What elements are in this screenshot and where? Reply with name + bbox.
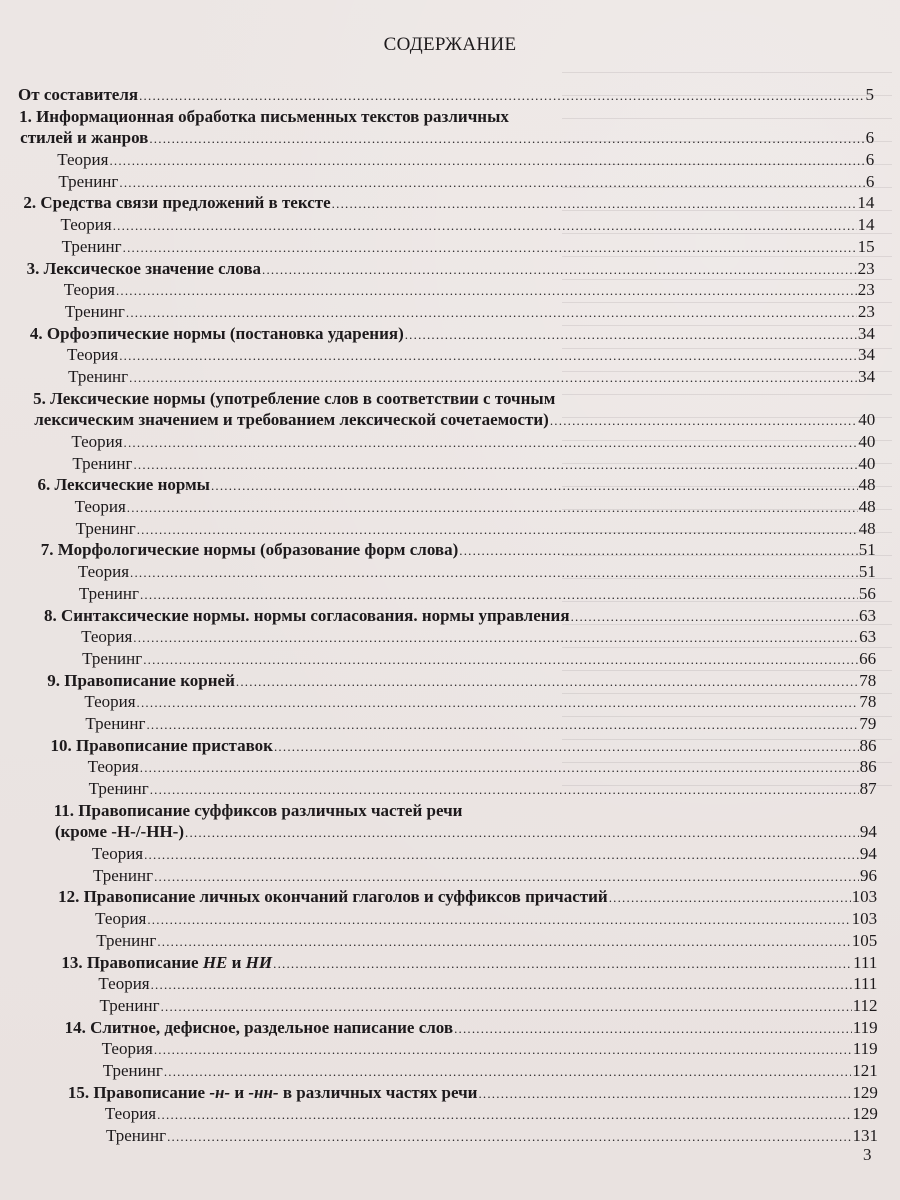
toc-entry-label: Теория — [104, 1104, 157, 1124]
dot-leader — [550, 410, 857, 432]
dot-leader — [109, 150, 864, 172]
toc-entry-label: Теория — [101, 1039, 153, 1059]
toc-chapter-entry — [0, 388, 900, 410]
toc-page-number: 121 — [852, 1060, 878, 1080]
italic-term: НЕ — [202, 952, 228, 972]
toc-page-number: 48 — [858, 518, 876, 538]
dot-leader — [140, 584, 858, 606]
toc-entry-label: (кроме -Н-/-НН-) — [54, 822, 184, 842]
toc-subsection-entry — [0, 518, 900, 540]
toc-entry-label: стилей и жанров — [20, 128, 149, 148]
toc-subsection-entry — [0, 908, 900, 930]
toc-entry-label: 3. Лексическое значение слова — [26, 258, 262, 278]
toc-subsection-entry — [0, 713, 900, 735]
dot-leader — [146, 714, 858, 736]
toc-entry-label: 5. Лексические нормы (употребление слов в соответствии с точным — [33, 388, 556, 408]
toc-page-number: 5 — [865, 85, 874, 104]
toc-page-number: 6 — [865, 150, 875, 170]
italic-term: -н- — [209, 1082, 231, 1102]
dot-leader — [129, 367, 857, 389]
toc-page-number: 78 — [859, 670, 877, 690]
toc-entry-label: Тренинг — [82, 648, 143, 668]
toc-page-number: 66 — [859, 648, 877, 668]
dot-leader — [332, 193, 857, 215]
toc-entry-label: От составителя — [18, 85, 139, 104]
toc-subsection-entry — [0, 561, 900, 583]
dot-leader — [151, 974, 853, 996]
toc-entry-label — [68, 1082, 478, 1104]
dot-leader — [124, 432, 858, 454]
toc-page-number: 23 — [857, 301, 875, 321]
toc-subsection-entry — [0, 995, 900, 1017]
toc-entry-label: 7. Морфологические нормы (образование форм слова) — [40, 540, 459, 560]
toc-page-number: 105 — [851, 930, 878, 950]
toc-page-number: 63 — [859, 627, 877, 647]
toc-entry-label: Теория — [63, 280, 115, 300]
dot-leader — [454, 1018, 852, 1040]
toc-page-number: 96 — [860, 865, 877, 885]
toc-entry-label: 2. Средства связи предложений в тексте — [23, 193, 331, 213]
label-part: и — [230, 1082, 249, 1102]
toc-page-number: 119 — [852, 1017, 878, 1037]
toc-chapter-entry — [0, 539, 900, 561]
toc-page-number: 40 — [858, 453, 876, 473]
toc-subsection-entry — [0, 301, 900, 323]
dot-leader — [405, 324, 857, 346]
toc-chapter-entry — [0, 409, 900, 431]
toc-subsection-entry — [0, 973, 900, 995]
toc-chapter-entry — [0, 127, 900, 149]
toc-entry-label: Тренинг — [85, 713, 146, 733]
toc-page-number: 51 — [858, 562, 876, 582]
toc-entry-label: Теория — [91, 844, 144, 864]
dot-leader — [274, 736, 859, 758]
dot-leader — [211, 475, 858, 497]
dot-leader — [144, 844, 859, 866]
dot-leader — [147, 909, 850, 931]
label-part: 13. Правописание — [61, 952, 203, 972]
toc-page-number: 14 — [857, 193, 875, 213]
toc-entry-label: 14. Слитное, дефисное, раздельное написание слов — [64, 1017, 454, 1037]
toc-entry-label: Тренинг — [75, 518, 136, 538]
toc-subsection-entry — [0, 1060, 900, 1082]
toc-chapter-entry — [0, 886, 900, 908]
toc-subsection-entry — [0, 279, 900, 301]
dot-leader — [157, 931, 850, 953]
toc-entry-label: Теория — [60, 215, 112, 235]
dot-leader — [459, 540, 857, 562]
toc-entry-label: Тренинг — [93, 865, 154, 885]
toc-subsection-entry — [0, 691, 900, 713]
toc-entry-label: Теория — [95, 909, 147, 929]
toc-entry-label: лексическим значением и требованием лексической сочетаемости) — [34, 410, 549, 430]
toc-chapter-entry — [0, 84, 900, 106]
toc-page-number: 131 — [852, 1126, 878, 1145]
dot-leader — [154, 1039, 852, 1061]
toc-entry-label: Тренинг — [78, 583, 139, 603]
toc-entry-label: 8. Синтаксические нормы. нормы согласования. нормы управления — [44, 605, 570, 625]
toc-page-number: 63 — [859, 605, 876, 625]
page-title: СОДЕРЖАНИЕ — [383, 34, 517, 55]
dot-leader — [140, 757, 859, 779]
toc-page-number: 79 — [859, 713, 877, 733]
dot-leader — [143, 649, 858, 671]
toc-chapter-entry — [0, 1082, 900, 1104]
toc-subsection-entry — [0, 496, 900, 518]
dot-leader — [154, 866, 859, 888]
toc-entry-label: 6. Лексические нормы — [37, 475, 210, 495]
dot-leader — [139, 85, 864, 107]
toc-entry-label: Тренинг — [106, 1126, 167, 1145]
toc-page-number: 129 — [852, 1104, 878, 1124]
toc-entry-label: Тренинг — [61, 236, 122, 256]
toc-page-number: 15 — [857, 236, 875, 256]
dot-leader — [609, 887, 851, 909]
toc-page-number: 78 — [859, 692, 877, 712]
toc-entry-label: Теория — [84, 692, 136, 712]
toc-entry-label: Тренинг — [64, 301, 125, 321]
dot-leader — [273, 953, 852, 975]
dot-leader — [236, 671, 858, 693]
toc-entry-label: 9. Правописание корней — [47, 670, 235, 690]
toc-chapter-entry — [0, 821, 900, 843]
dot-leader — [571, 606, 858, 628]
toc-subsection-entry — [0, 648, 900, 670]
dot-leader — [137, 692, 859, 714]
toc-entry-label: Тренинг — [102, 1060, 163, 1080]
label-part: и — [227, 952, 246, 972]
toc-entry-label: Теория — [74, 497, 126, 517]
toc-subsection-entry — [0, 583, 900, 605]
dot-leader — [149, 128, 864, 150]
toc-entry-label: Теория — [81, 627, 133, 647]
dot-leader — [116, 280, 857, 302]
toc-page-number: 34 — [858, 366, 876, 386]
toc-page-number: 86 — [859, 735, 877, 755]
toc-subsection-entry — [0, 778, 900, 800]
toc-page-number: 103 — [851, 887, 878, 907]
toc-subsection-entry — [0, 236, 900, 258]
toc-page-number: 34 — [857, 323, 875, 343]
dot-leader — [167, 1126, 851, 1148]
toc-subsection-entry — [0, 930, 900, 952]
dot-leader — [150, 779, 859, 801]
toc-entry-label: Тренинг — [68, 366, 129, 386]
toc-page-number: 103 — [851, 909, 878, 929]
toc-entry-label: Теория — [87, 757, 139, 777]
dot-leader — [478, 1083, 851, 1105]
dot-leader — [185, 822, 859, 844]
toc-chapter-entry — [0, 258, 900, 280]
toc-subsection-entry — [0, 626, 900, 648]
toc-entry-label: Тренинг — [58, 171, 119, 191]
toc-subsection-entry — [0, 453, 900, 475]
toc-page-number: 111 — [853, 952, 878, 972]
dot-leader — [133, 454, 857, 476]
toc-entry-label: Теория — [71, 432, 123, 451]
toc-subsection-entry — [0, 756, 900, 778]
toc-page-number: 56 — [858, 583, 876, 603]
dot-leader — [127, 497, 858, 519]
table-of-contents — [0, 84, 900, 1147]
toc-subsection-entry — [0, 1038, 900, 1060]
dot-leader — [262, 259, 857, 281]
toc-chapter-entry — [0, 605, 900, 627]
toc-page-number: 34 — [858, 345, 875, 365]
dot-leader — [123, 237, 857, 259]
toc-page-number: 94 — [859, 822, 877, 842]
toc-page-number: 129 — [852, 1082, 878, 1102]
toc-page-number: 40 — [858, 410, 876, 430]
dot-leader — [119, 345, 857, 367]
dot-leader — [130, 562, 858, 584]
toc-chapter-entry — [0, 670, 900, 692]
toc-page-number: 6 — [865, 128, 875, 148]
toc-subsection-entry — [0, 1125, 900, 1147]
toc-subsection-entry — [0, 344, 900, 366]
dot-leader — [113, 215, 857, 237]
toc-entry-label: Теория — [67, 345, 119, 365]
toc-subsection-entry — [0, 1103, 900, 1125]
dot-leader — [126, 302, 857, 324]
dot-leader — [133, 627, 858, 649]
italic-term: -нн- — [248, 1082, 279, 1102]
toc-entry-label: 4. Орфоэпические нормы (постановка ударения) — [29, 323, 404, 343]
toc-entry-label: Тренинг — [96, 930, 157, 950]
toc-page-number: 14 — [857, 215, 875, 235]
toc-page-number: 86 — [859, 757, 877, 777]
toc-entry-label: 1. Информационная обработка письменных текстов различных — [19, 106, 509, 126]
toc-chapter-entry — [0, 474, 900, 496]
toc-subsection-entry — [0, 431, 900, 453]
toc-entry-label: 10. Правописание приставок — [50, 735, 273, 755]
toc-chapter-entry — [0, 1017, 900, 1039]
toc-page-number: 112 — [852, 995, 878, 1015]
toc-page-number: 111 — [853, 974, 878, 994]
page-number: 3 — [863, 1145, 872, 1164]
toc-entry-label: Тренинг — [99, 995, 160, 1015]
toc-entry-label — [61, 952, 272, 974]
toc-subsection-entry — [0, 366, 900, 388]
toc-subsection-entry — [0, 149, 900, 171]
toc-page-number: 94 — [859, 844, 877, 864]
toc-page-number: 87 — [859, 779, 877, 798]
toc-page-number: 23 — [857, 280, 875, 300]
toc-page-number: 51 — [858, 540, 876, 560]
toc-page-number: 48 — [858, 475, 876, 495]
toc-chapter-entry — [0, 952, 900, 974]
toc-page-number: 23 — [857, 258, 875, 278]
toc-page-number: 48 — [858, 497, 876, 517]
toc-entry-label: 12. Правописание личных окончаний глаголов и суффиксов причастий — [58, 887, 608, 907]
toc-chapter-entry — [0, 800, 900, 822]
toc-chapter-entry — [0, 106, 900, 128]
toc-subsection-entry — [0, 171, 900, 193]
toc-page-number: 40 — [858, 432, 876, 451]
label-part: в различных частях речи — [278, 1082, 478, 1102]
toc-entry-label: Тренинг — [72, 453, 133, 473]
toc-page-number: 6 — [865, 171, 875, 191]
toc-subsection-entry — [0, 865, 900, 887]
toc-entry-label: Теория — [57, 150, 109, 170]
label-part: 15. Правописание — [67, 1082, 210, 1102]
toc-chapter-entry — [0, 323, 900, 345]
toc-entry-label: Теория — [77, 562, 130, 582]
toc-chapter-entry — [0, 192, 900, 214]
toc-entry-label: 11. Правописание суффиксов различных частей речи — [53, 800, 463, 820]
dot-leader — [161, 996, 852, 1018]
toc-page-number: 119 — [852, 1039, 878, 1059]
dot-leader — [157, 1104, 851, 1126]
italic-term: НИ — [245, 952, 273, 972]
dot-leader — [119, 172, 864, 194]
dot-leader — [137, 519, 858, 541]
toc-chapter-entry — [0, 735, 900, 757]
toc-entry-label: Тренинг — [88, 779, 149, 798]
toc-subsection-entry — [0, 843, 900, 865]
toc-entry-label: Теория — [98, 974, 150, 994]
toc-subsection-entry — [0, 214, 900, 236]
dot-leader — [164, 1061, 851, 1083]
